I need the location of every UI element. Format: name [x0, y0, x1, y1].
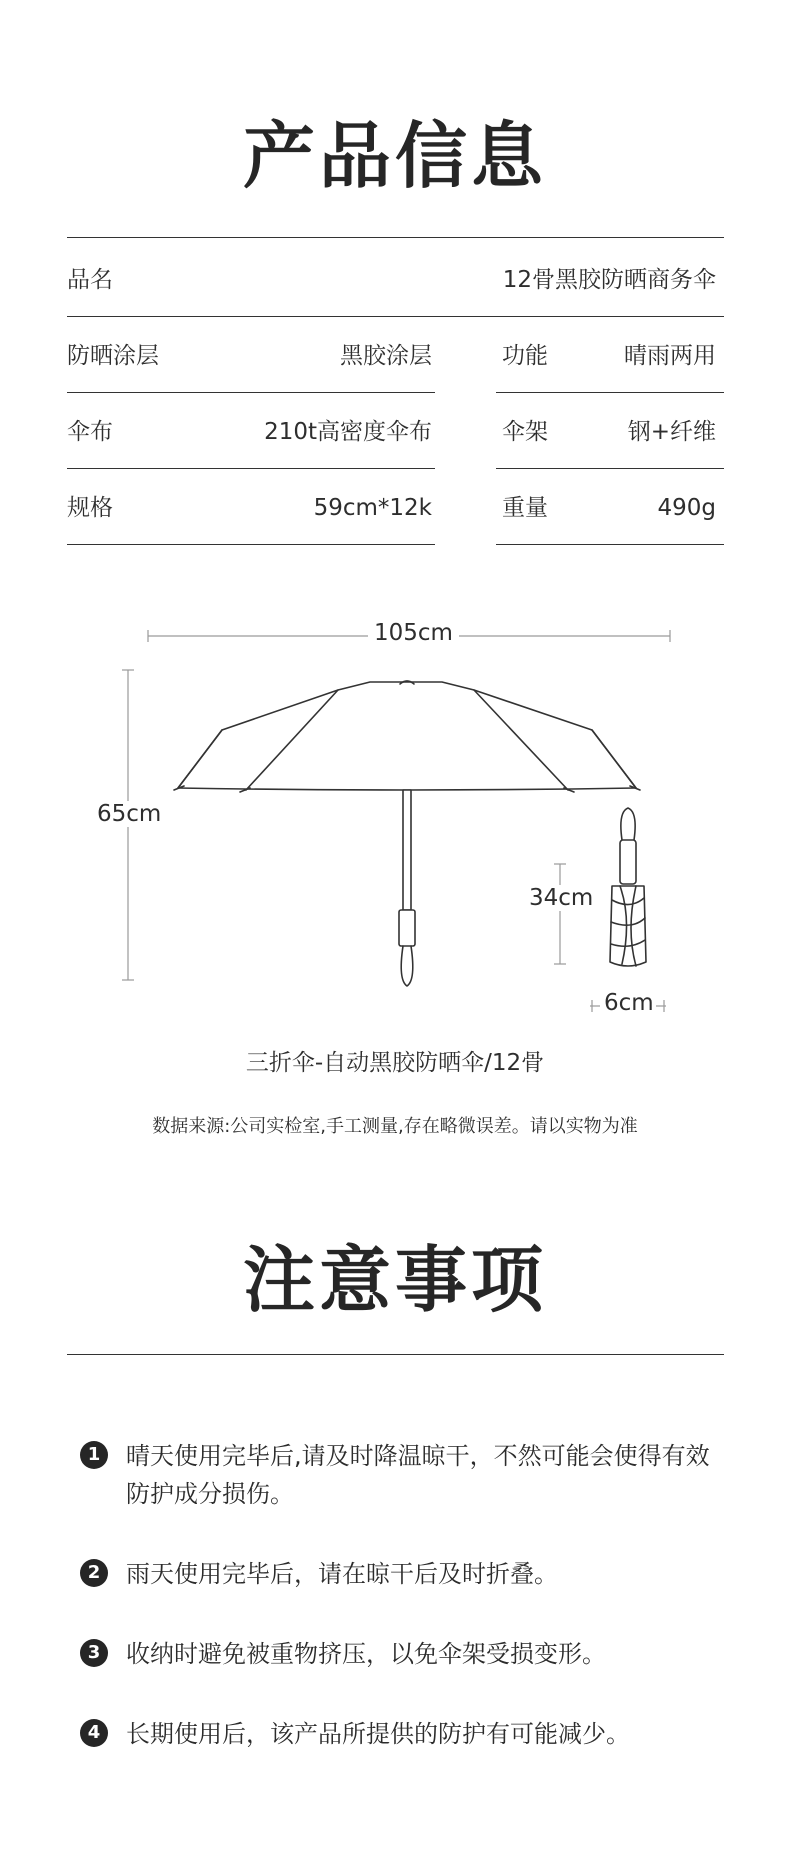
table-rule: [496, 544, 724, 545]
table-rule: [67, 544, 435, 545]
table-rule: [67, 468, 435, 469]
precaution-text: 收纳时避免被重物挤压，以免伞架受损变形。: [126, 1640, 606, 1668]
precautions-rule: [67, 1354, 724, 1355]
folded-width-label: 6cm: [604, 990, 654, 1016]
fabric-value: 210t高密度伞布: [264, 419, 432, 445]
number-badge: 4: [80, 1719, 108, 1747]
fabric-label: 伞布: [67, 419, 113, 445]
number-badge: 2: [80, 1559, 108, 1587]
function-label: 功能: [502, 343, 548, 369]
open-height-label: 65cm: [97, 801, 162, 827]
measurement-source-note: 数据来源:公司实检室,手工测量,存在略微误差。请以实物为准: [152, 1116, 638, 1137]
spec-value: 59cm*12k: [313, 495, 432, 521]
weight-value: 490g: [657, 495, 716, 521]
product-info-heading: 产品信息: [242, 114, 547, 198]
folded-height-dimension-line: [554, 864, 566, 964]
product-name-value: 12骨黑胶防晒商务伞: [502, 267, 716, 293]
product-name-label: 品名: [67, 267, 113, 293]
folded-height-label: 34cm: [529, 885, 594, 911]
folded-umbrella-icon: [610, 808, 646, 966]
function-value: 晴雨两用: [624, 343, 716, 369]
open-umbrella-icon: [174, 681, 640, 986]
frame-value: 钢+纤维: [627, 419, 716, 445]
table-rule: [67, 316, 724, 317]
table-rule: [496, 392, 724, 393]
coating-label: 防晒涂层: [67, 343, 159, 369]
spec-label: 规格: [67, 495, 113, 521]
diagram-caption: 三折伞-自动黑胶防晒伞/12骨: [245, 1050, 545, 1076]
open-width-label: 105cm: [368, 620, 459, 646]
number-badge: 3: [80, 1639, 108, 1667]
table-rule: [67, 392, 435, 393]
frame-label: 伞架: [502, 419, 548, 445]
precautions-heading: 注意事项: [242, 1238, 547, 1322]
table-top-rule: [67, 237, 724, 238]
precaution-text: 晴天使用完毕后,请及时降温晾干，不然可能会使得有效防护成分损伤。: [126, 1442, 710, 1508]
table-rule: [496, 468, 724, 469]
coating-value: 黑胶涂层: [340, 343, 432, 369]
number-badge: 1: [80, 1441, 108, 1469]
weight-label: 重量: [502, 495, 548, 521]
precaution-text: 雨天使用完毕后，请在晾干后及时折叠。: [126, 1560, 558, 1588]
precaution-text: 长期使用后，该产品所提供的防护有可能减少。: [126, 1720, 630, 1748]
